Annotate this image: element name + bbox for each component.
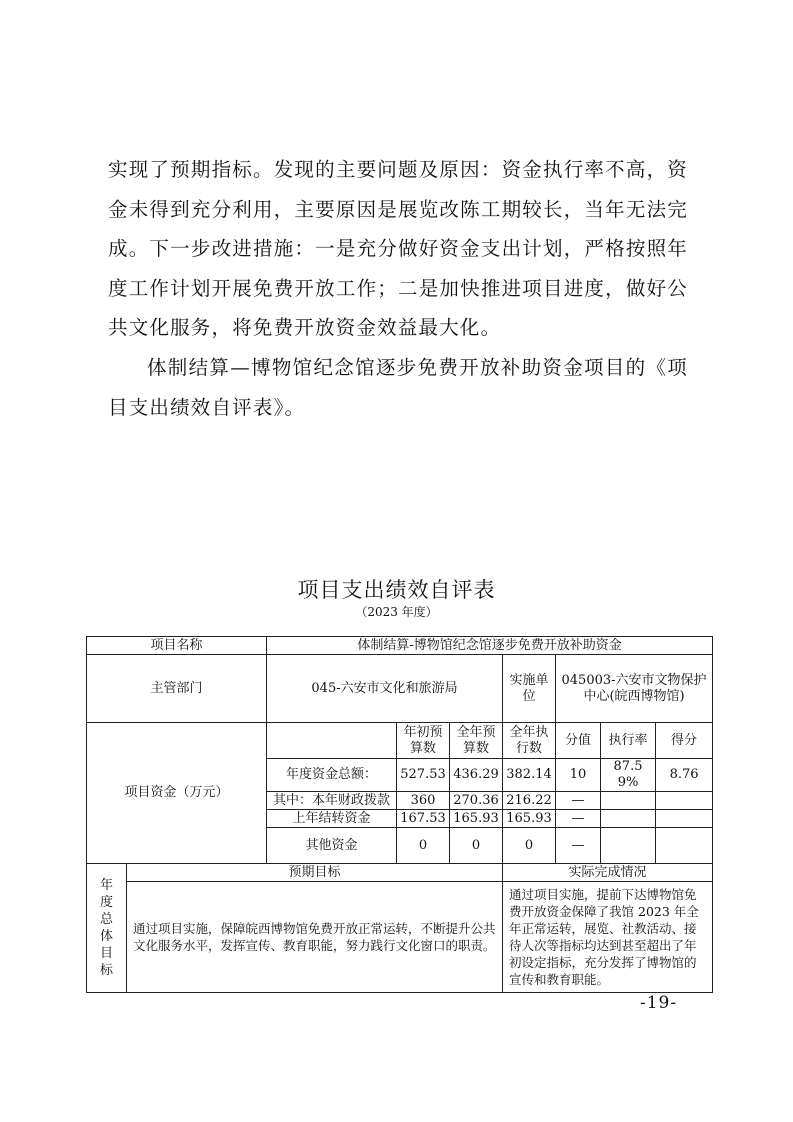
funds-cell: — [556, 810, 601, 828]
funds-row-label: 上年结转资金 [267, 810, 397, 828]
actual-completion-header: 实际完成情况 [503, 864, 713, 882]
funds-cell [656, 792, 713, 810]
funds-cell: 0 [503, 828, 556, 864]
body-paragraph-2: 体制结算—博物馆纪念馆逐步免费开放补助资金项目的《项目支出绩效自评表》。 [108, 356, 688, 419]
annual-goal-label: 年度总体目标 [87, 864, 127, 993]
funds-cell: 8.76 [656, 759, 713, 792]
funds-header-row [87, 723, 713, 759]
project-name-value: 体制结算-博物馆纪念馆逐步免费开放补助资金 [267, 637, 713, 655]
goal-content-row [87, 882, 713, 993]
funds-cell: 0 [450, 828, 503, 864]
funds-header-cell: 执行率 [601, 723, 656, 759]
funds-header-cell: 全年执行数 [503, 723, 556, 759]
funds-cell: 0 [397, 828, 450, 864]
funds-cell [656, 828, 713, 864]
dept-label: 主管部门 [87, 655, 267, 723]
table-subtitle: （2023 年度） [355, 605, 438, 619]
funds-cell: 436.29 [450, 759, 503, 792]
actual-completion-text: 通过项目实施，提前下达博物馆免费开放资金保障了我馆 2023 年全年正常运转，展览、社教活动、接待人次等指标均达到甚至超出了年初设定指标，充分发挥了博物馆的宣传和教育职能。 [503, 882, 713, 993]
expected-goal-text: 通过项目实施，保障皖西博物馆免费开放正常运转，不断提升公共文化服务水平，发挥宣传、教育职能，努力践行文化窗口的职责。 [127, 882, 503, 993]
funds-label: 项目资金（万元） [87, 723, 267, 864]
funds-cell: 527.53 [397, 759, 450, 792]
funds-cell [656, 810, 713, 828]
table-title: 项目支出绩效自评表 [297, 578, 496, 602]
impl-label: 实施单位 [503, 655, 556, 723]
funds-row-label: 其中：本年财政拨款 [267, 792, 397, 810]
funds-cell: — [556, 828, 601, 864]
dept-value: 045-六安市文化和旅游局 [267, 655, 503, 723]
funds-header-blank [267, 723, 397, 759]
funds-cell: 167.53 [397, 810, 450, 828]
funds-cell: 10 [556, 759, 601, 792]
funds-cell: 360 [397, 792, 450, 810]
funds-cell: — [556, 792, 601, 810]
funds-cell [601, 810, 656, 828]
funds-header-cell: 全年预算数 [450, 723, 503, 759]
funds-cell: 270.36 [450, 792, 503, 810]
goal-header-row [87, 864, 713, 882]
funds-cell: 87.59% [601, 759, 656, 792]
impl-value: 045003-六安市文物保护中心(皖西博物馆) [556, 655, 713, 723]
funds-header-cell: 年初预算数 [397, 723, 450, 759]
funds-cell: 382.14 [503, 759, 556, 792]
project-name-row [87, 637, 713, 655]
page-number: -19- [640, 993, 678, 1013]
funds-cell: 165.93 [503, 810, 556, 828]
funds-cell [601, 828, 656, 864]
body-paragraph-1: 实现了预期指标。发现的主要问题及原因：资金执行率不高，资金未得到充分利用，主要原因是展览改陈工期较长，当年无法完成。下一步改进措施：一是充分做好资金支出计划，严格按照年度工作计划开展免费开放工作；二是加快推进项目进度，做好公共文化服务，将免费开放资金效益最大化。 [108, 158, 688, 340]
performance-evaluation-table [86, 636, 713, 993]
funds-cell: 165.93 [450, 810, 503, 828]
funds-row-label: 年度资金总额： [267, 759, 397, 792]
project-name-label: 项目名称 [87, 637, 267, 655]
expected-goal-header: 预期目标 [127, 864, 503, 882]
funds-row-label: 其他资金 [267, 828, 397, 864]
funds-cell [601, 792, 656, 810]
funds-header-cell: 得分 [656, 723, 713, 759]
funds-header-cell: 分值 [556, 723, 601, 759]
funds-cell: 216.22 [503, 792, 556, 810]
department-row [87, 655, 713, 723]
